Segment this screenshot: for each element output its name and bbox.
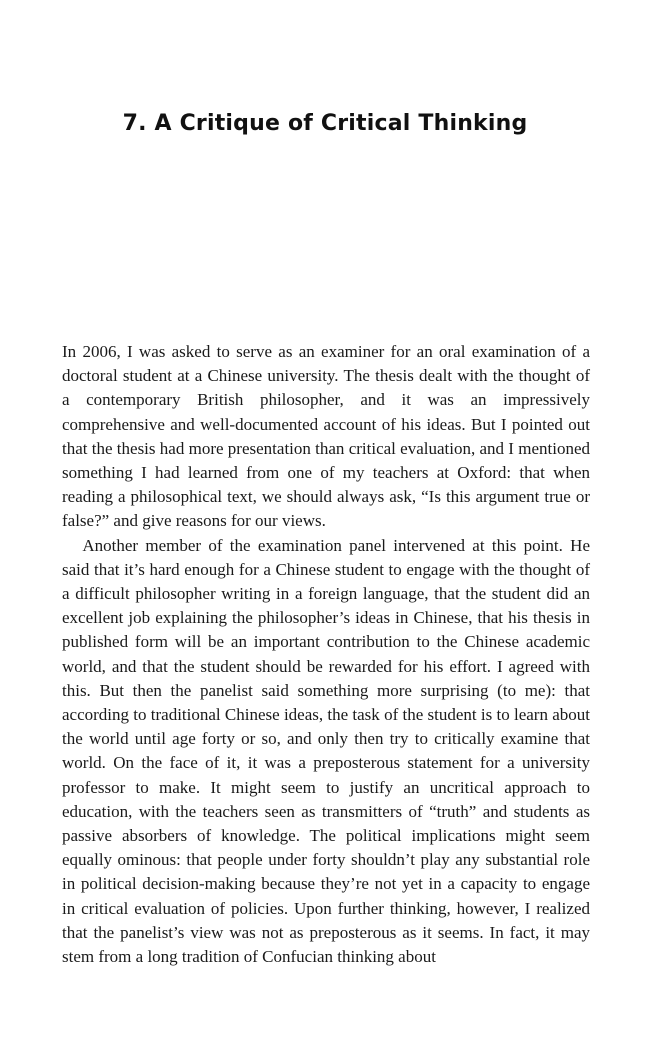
body-text	[62, 340, 590, 969]
paragraph-1: In 2006, I was asked to serve as an examiner for an oral examination of a doctoral student at a Chinese university. The thesis dealt with the thought of a contemporary British philosopher, and it was an impressively comprehensive and well-documented account of his ideas. But I pointed out that the thesis had more presentation than critical evaluation, and I mentioned something I had learned from one of my teachers at Oxford: that when reading a philosophical text, we should always ask, “Is this argument true or false?” and give reasons for our views.	[62, 342, 590, 531]
paragraph-2: Another member of the examination panel intervened at this point. He said that it’s hard enough for a Chinese student to engage with the thought of a difficult philosopher writing in a foreign language, that the student did an excellent job explaining the philosopher’s ideas in Chinese, that his thesis in published form will be an important contribution to the Chinese academic world, and that the student should be rewarded for his effort. I agreed with this. But then the panelist said something more surprising (to me): that according to traditional Chinese ideas, the task of the student is to learn about the world until age forty or so, and only then try to critically examine that world. On the face of it, it was a preposterous statement for a university professor to make. It might seem to justify an uncritical approach to education, with the teachers seen as transmitters of “truth” and students as passive absorbers of knowledge. The political implications might seem equally ominous: that people under forty shouldn’t play any substantial role in political decision-making because they’re not yet in a capacity to engage in critical evaluation of policies. Upon further thinking, however, I realized that the panelist’s view was not as preposterous as it seems. In fact, it may stem from a long tradition of Confucian thinking about	[62, 535, 590, 967]
chapter-title: 7. A Critique of Critical Thinking	[122, 110, 528, 136]
